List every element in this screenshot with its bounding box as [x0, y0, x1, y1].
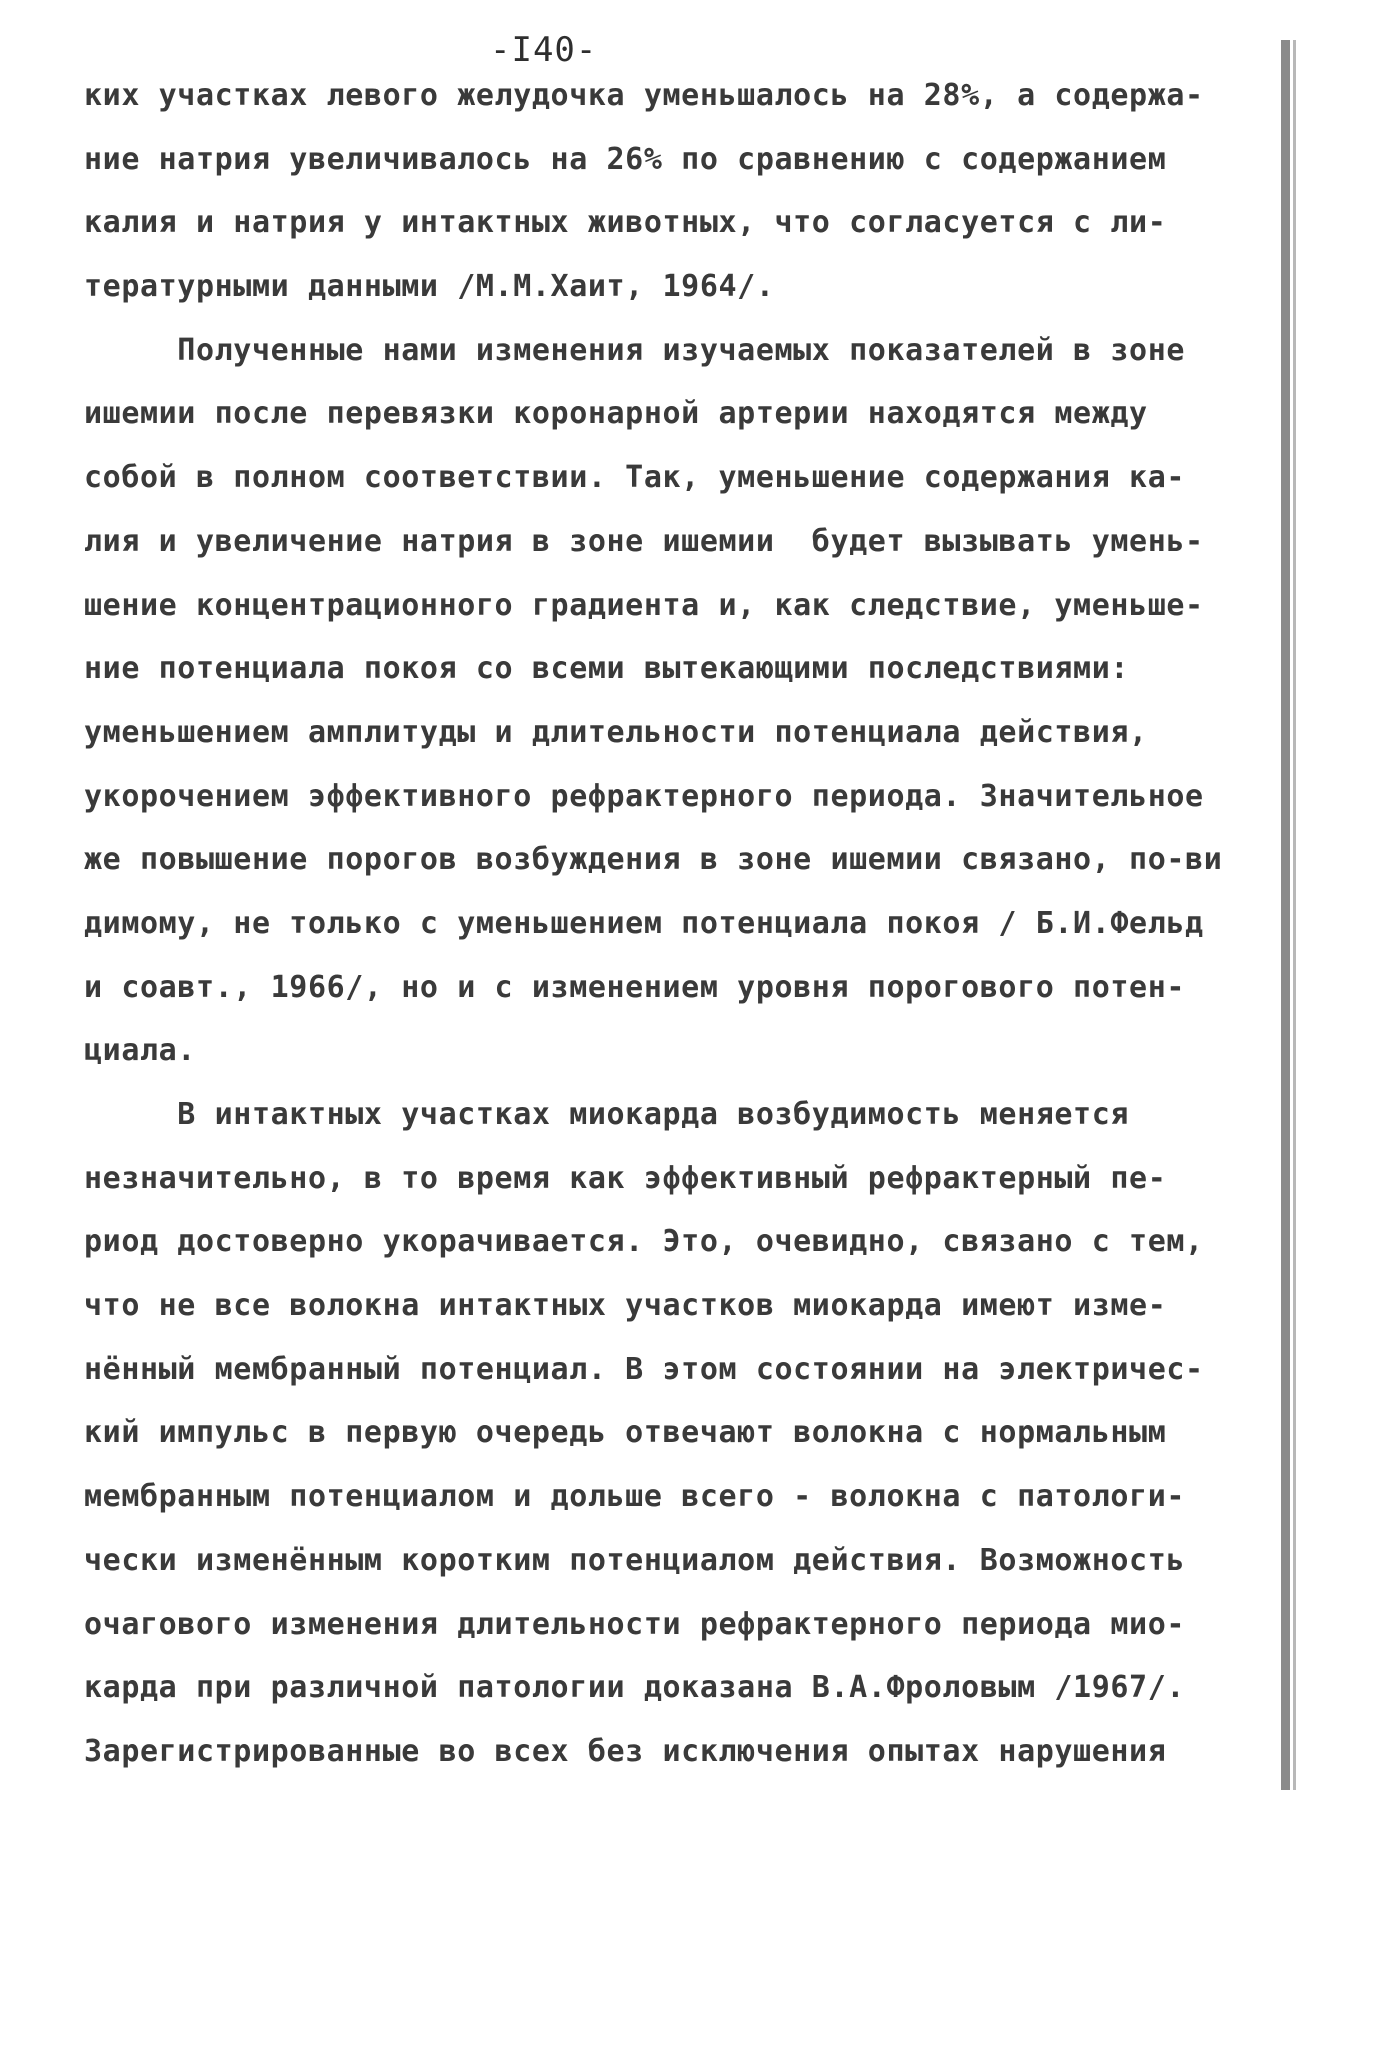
text-line: уменьшением амплитуды и длительности потенциала действия,	[84, 714, 1148, 750]
text-line: укорочением эффективного рефрактерного периода. Значительное	[84, 778, 1204, 814]
text-line: шение концентрационного градиента и, как следствие, уменьше-	[84, 587, 1204, 623]
text-line: риод достоверно укорачивается. Это, очевидно, связано с тем,	[84, 1224, 1204, 1260]
text-line: же повышение порогов возбуждения в зоне ишемии связано, по-ви	[84, 842, 1223, 878]
text-line: нённый мембранный потенциал. В этом состоянии на электричес-	[84, 1351, 1204, 1387]
margin-rule-secondary	[1293, 40, 1296, 1790]
text-line: и соавт., 1966/, но и с изменением уровня порогового потен-	[84, 969, 1186, 1005]
text-line: Зарегистрированные во всех без исключения опытах нарушения	[84, 1733, 1167, 1769]
margin-rule	[1281, 40, 1290, 1790]
text-line: что не все волокна интактных участков миокарда имеют изме-	[84, 1288, 1167, 1324]
text-line: лия и увеличение натрия в зоне ишемии будет вызывать умень-	[84, 523, 1204, 559]
page-number: -I40-	[490, 30, 598, 70]
text-line: ишемии после перевязки коронарной артерии находятся между	[84, 396, 1148, 432]
text-line: тературными данными /М.М.Хаит, 1964/.	[84, 269, 775, 305]
text-line: ких участках левого желудочка уменьшалось на 28%, а содержа-	[84, 78, 1204, 113]
text-line: Полученные нами изменения изучаемых показателей в зоне	[84, 332, 1186, 368]
text-line: карда при различной патологии доказана В.А.Фроловым /1967/.	[84, 1670, 1186, 1706]
text-line: кий импульс в первую очередь отвечают волокна с нормальным	[84, 1415, 1167, 1451]
text-line: незначительно, в то время как эффективный рефрактерный пе-	[84, 1160, 1167, 1196]
text-line: мембранным потенциалом и дольше всего - волокна с патологи-	[84, 1479, 1186, 1515]
body-text	[84, 64, 1264, 1784]
text-line: ние натрия увеличивалось на 26% по сравнению с содержанием	[84, 141, 1167, 177]
text-line: ние потенциала покоя со всеми вытекающими последствиями:	[84, 651, 1130, 687]
text-line: В интактных участках миокарда возбудимость меняется	[84, 1097, 1130, 1132]
text-line: калия и натрия у интактных животных, что согласуется с ли-	[84, 205, 1167, 241]
text-line: очагового изменения длительности рефрактерного периода мио-	[84, 1606, 1186, 1642]
text-line: чески изменённым коротким потенциалом действия. Возможность	[84, 1542, 1186, 1578]
text-line: собой в полном соответствии. Так, уменьшение содержания ка-	[84, 460, 1186, 496]
text-line: циала.	[84, 1033, 196, 1069]
text-line: димому, не только с уменьшением потенциала покоя / Б.И.Фельд	[84, 905, 1204, 941]
